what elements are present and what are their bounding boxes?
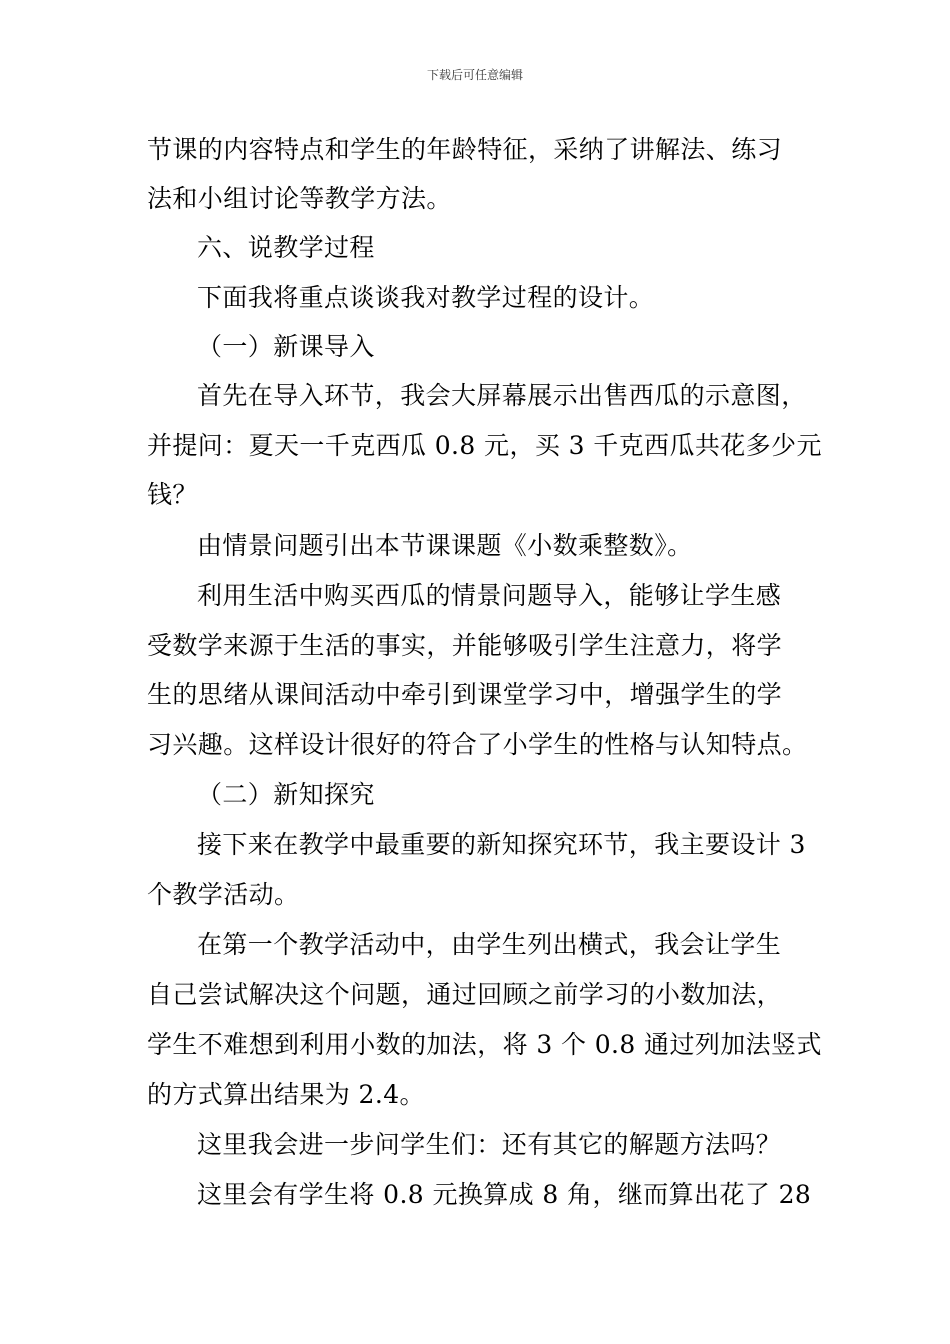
subsection-heading: （二）新知探究 <box>197 780 375 809</box>
text-line: 法和小组讨论等教学方法。 <box>147 184 452 213</box>
text-line: 这里会有学生将 0.8 元换算成 8 角，继而算出花了 28 <box>197 1180 812 1209</box>
text-line: 接下来在教学中最重要的新知探究环节，我主要设计 3 <box>197 830 806 859</box>
text-line: 钱？ <box>147 480 198 509</box>
header-note: 下载后可任意编辑 <box>426 68 523 82</box>
text-line: 自己尝试解决这个问题，通过回顾之前学习的小数加法， <box>147 980 783 1009</box>
text-line: 节课的内容特点和学生的年龄特征，采纳了讲解法、练习 <box>147 135 783 164</box>
text-line: 生的思绪从课间活动中牵引到课堂学习中，增强学生的学 <box>147 680 783 709</box>
text-line: 利用生活中购买西瓜的情景问题导入，能够让学生感 <box>197 581 782 610</box>
text-line: 首先在导入环节，我会大屏幕展示出售西瓜的示意图， <box>197 381 807 410</box>
text-line: 在第一个教学活动中，由学生列出横式，我会让学生 <box>197 930 782 959</box>
text-line: 下面我将重点谈谈我对教学过程的设计。 <box>197 283 655 312</box>
text-line: 受数学来源于生活的事实，并能够吸引学生注意力，将学 <box>147 631 783 660</box>
text-line: 学生不难想到利用小数的加法，将 3 个 0.8 通过列加法竖式 <box>147 1030 822 1059</box>
text-line: 由情景问题引出本节课课题《小数乘整数》。 <box>197 531 693 560</box>
section-heading: 六、说教学过程 <box>197 233 375 262</box>
text-line: 这里我会进一步问学生们：还有其它的解题方法吗？ <box>197 1130 782 1159</box>
text-line: 习兴趣。这样设计很好的符合了小学生的性格与认知特点。 <box>147 730 808 759</box>
text-line: 并提问：夏天一千克西瓜 0.8 元，买 3 千克西瓜共花多少元 <box>147 431 822 460</box>
subsection-heading: （一）新课导入 <box>197 332 375 361</box>
text-line: 个教学活动。 <box>147 880 300 909</box>
text-line: 的方式算出结果为 2.4。 <box>147 1080 425 1109</box>
